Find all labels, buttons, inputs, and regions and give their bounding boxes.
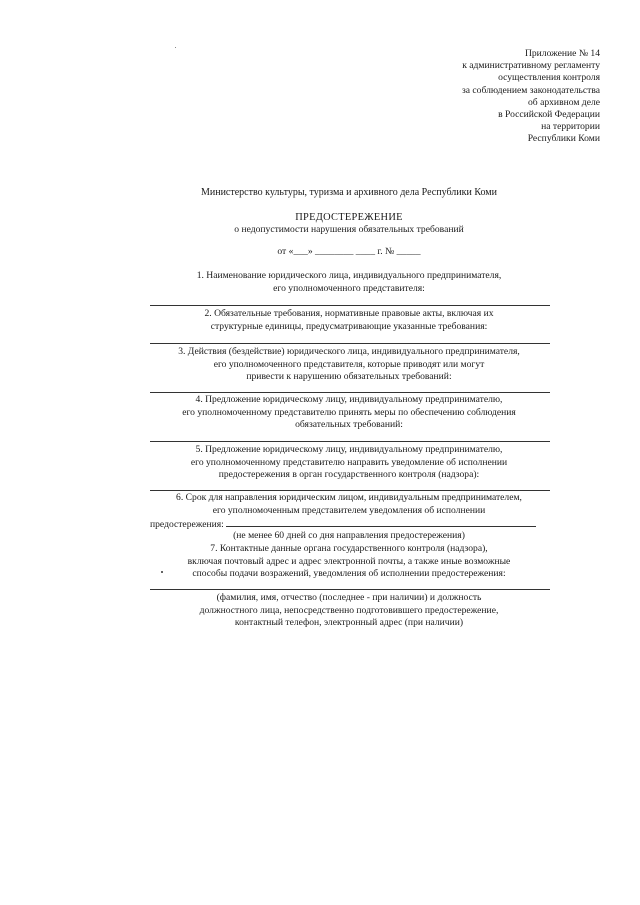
section-2-fill-line	[150, 343, 550, 344]
section-7-line: способы подачи возражений, уведомления об исполнении предостережения:	[192, 568, 506, 580]
section-4-fill-line	[150, 441, 550, 442]
section-5-fill-line	[150, 490, 550, 491]
section-6	[148, 492, 550, 517]
section-3	[148, 346, 550, 384]
appendix-line: осуществления контроля	[498, 72, 600, 84]
appendix-line: к административному регламенту	[462, 60, 600, 72]
section-7-fill-line	[150, 589, 550, 590]
section-7-line: включая почтовый адрес и адрес электронной почты, а также иные возможные	[187, 555, 511, 567]
appendix-block	[400, 48, 600, 146]
appendix-line: Республики Коми	[527, 133, 600, 145]
section-6-note: (не менее 60 дней со дня направления предостережения)	[233, 530, 465, 541]
section-4-line: 4. Предложение юридическому лицу, индивидуальному предпринимателю,	[195, 394, 503, 405]
appendix-line: об архивном деле	[528, 96, 600, 108]
section-3-line: его уполномоченного представителя, которые приводят или могут	[213, 358, 485, 370]
section-5	[148, 444, 550, 482]
section-1-line: его уполномоченного представителя:	[273, 282, 425, 294]
section-4-line: обязательных требований:	[295, 419, 403, 431]
section-6-label: предостережения:	[150, 519, 224, 530]
section-1-fill-line	[150, 305, 550, 306]
section-7-line: 7. Контактные данные органа государственного контроля (надзора),	[210, 543, 488, 554]
section-1-line: 1. Наименование юридического лица, индивидуального предпринимателя,	[196, 270, 502, 281]
signature-caption	[148, 592, 550, 630]
section-3-line: привести к нарушению обязательных требований:	[246, 371, 452, 383]
section-6-line: 6. Срок для направления юридическим лицом, индивидуальным предпринимателем,	[176, 492, 522, 503]
section-5-line: его уполномоченному представителю направить уведомление об исполнении	[190, 456, 508, 468]
section-6-deadline-fill	[226, 517, 536, 527]
signature-caption-line: должностного лица, непосредственно подготовившего предостережение,	[199, 604, 499, 616]
document-subtitle: о недопустимости нарушения обязательных требований	[234, 224, 464, 235]
section-3-fill-line	[150, 392, 550, 393]
section-6-line: его уполномоченным представителем уведомления об исполнении	[212, 504, 486, 516]
section-1	[148, 270, 550, 295]
scan-speck	[175, 47, 176, 48]
section-5-line: 5. Предложение юридическому лицу, индивидуальному предпринимателю,	[195, 444, 503, 455]
appendix-line: за соблюдением законодательства	[461, 84, 600, 96]
signature-caption-line: (фамилия, имя, отчество (последнее - при наличии) и должность	[216, 592, 482, 603]
section-2-line: 2. Обязательные требования, нормативные правовые акты, включая их	[204, 308, 494, 319]
document-title: ПРЕДОСТЕРЕЖЕНИЕ	[295, 212, 403, 223]
section-4-line: его уполномоченному представителю принять меры по обеспечению соблюдения	[182, 406, 516, 418]
section-2-line: структурные единицы, предусматривающие указанные требования:	[210, 320, 488, 332]
section-2	[148, 308, 550, 333]
section-7	[148, 543, 550, 581]
section-5-line: предостережения в орган государственного контроля (надзора):	[218, 469, 480, 481]
ministry-name: Министерство культуры, туризма и архивного дела Республики Коми	[200, 187, 497, 198]
appendix-line: на территории	[541, 121, 600, 133]
section-3-line: 3. Действия (бездействие) юридического лица, индивидуального предпринимателя,	[178, 346, 520, 357]
document-date-line: от «___» ________ ____ г. № _____	[277, 246, 421, 257]
appendix-line: в Российской Федерации	[498, 109, 600, 121]
signature-caption-line: контактный телефон, электронный адрес (при наличии)	[234, 617, 464, 629]
section-4	[148, 394, 550, 432]
appendix-line: Приложение № 14	[524, 48, 600, 59]
